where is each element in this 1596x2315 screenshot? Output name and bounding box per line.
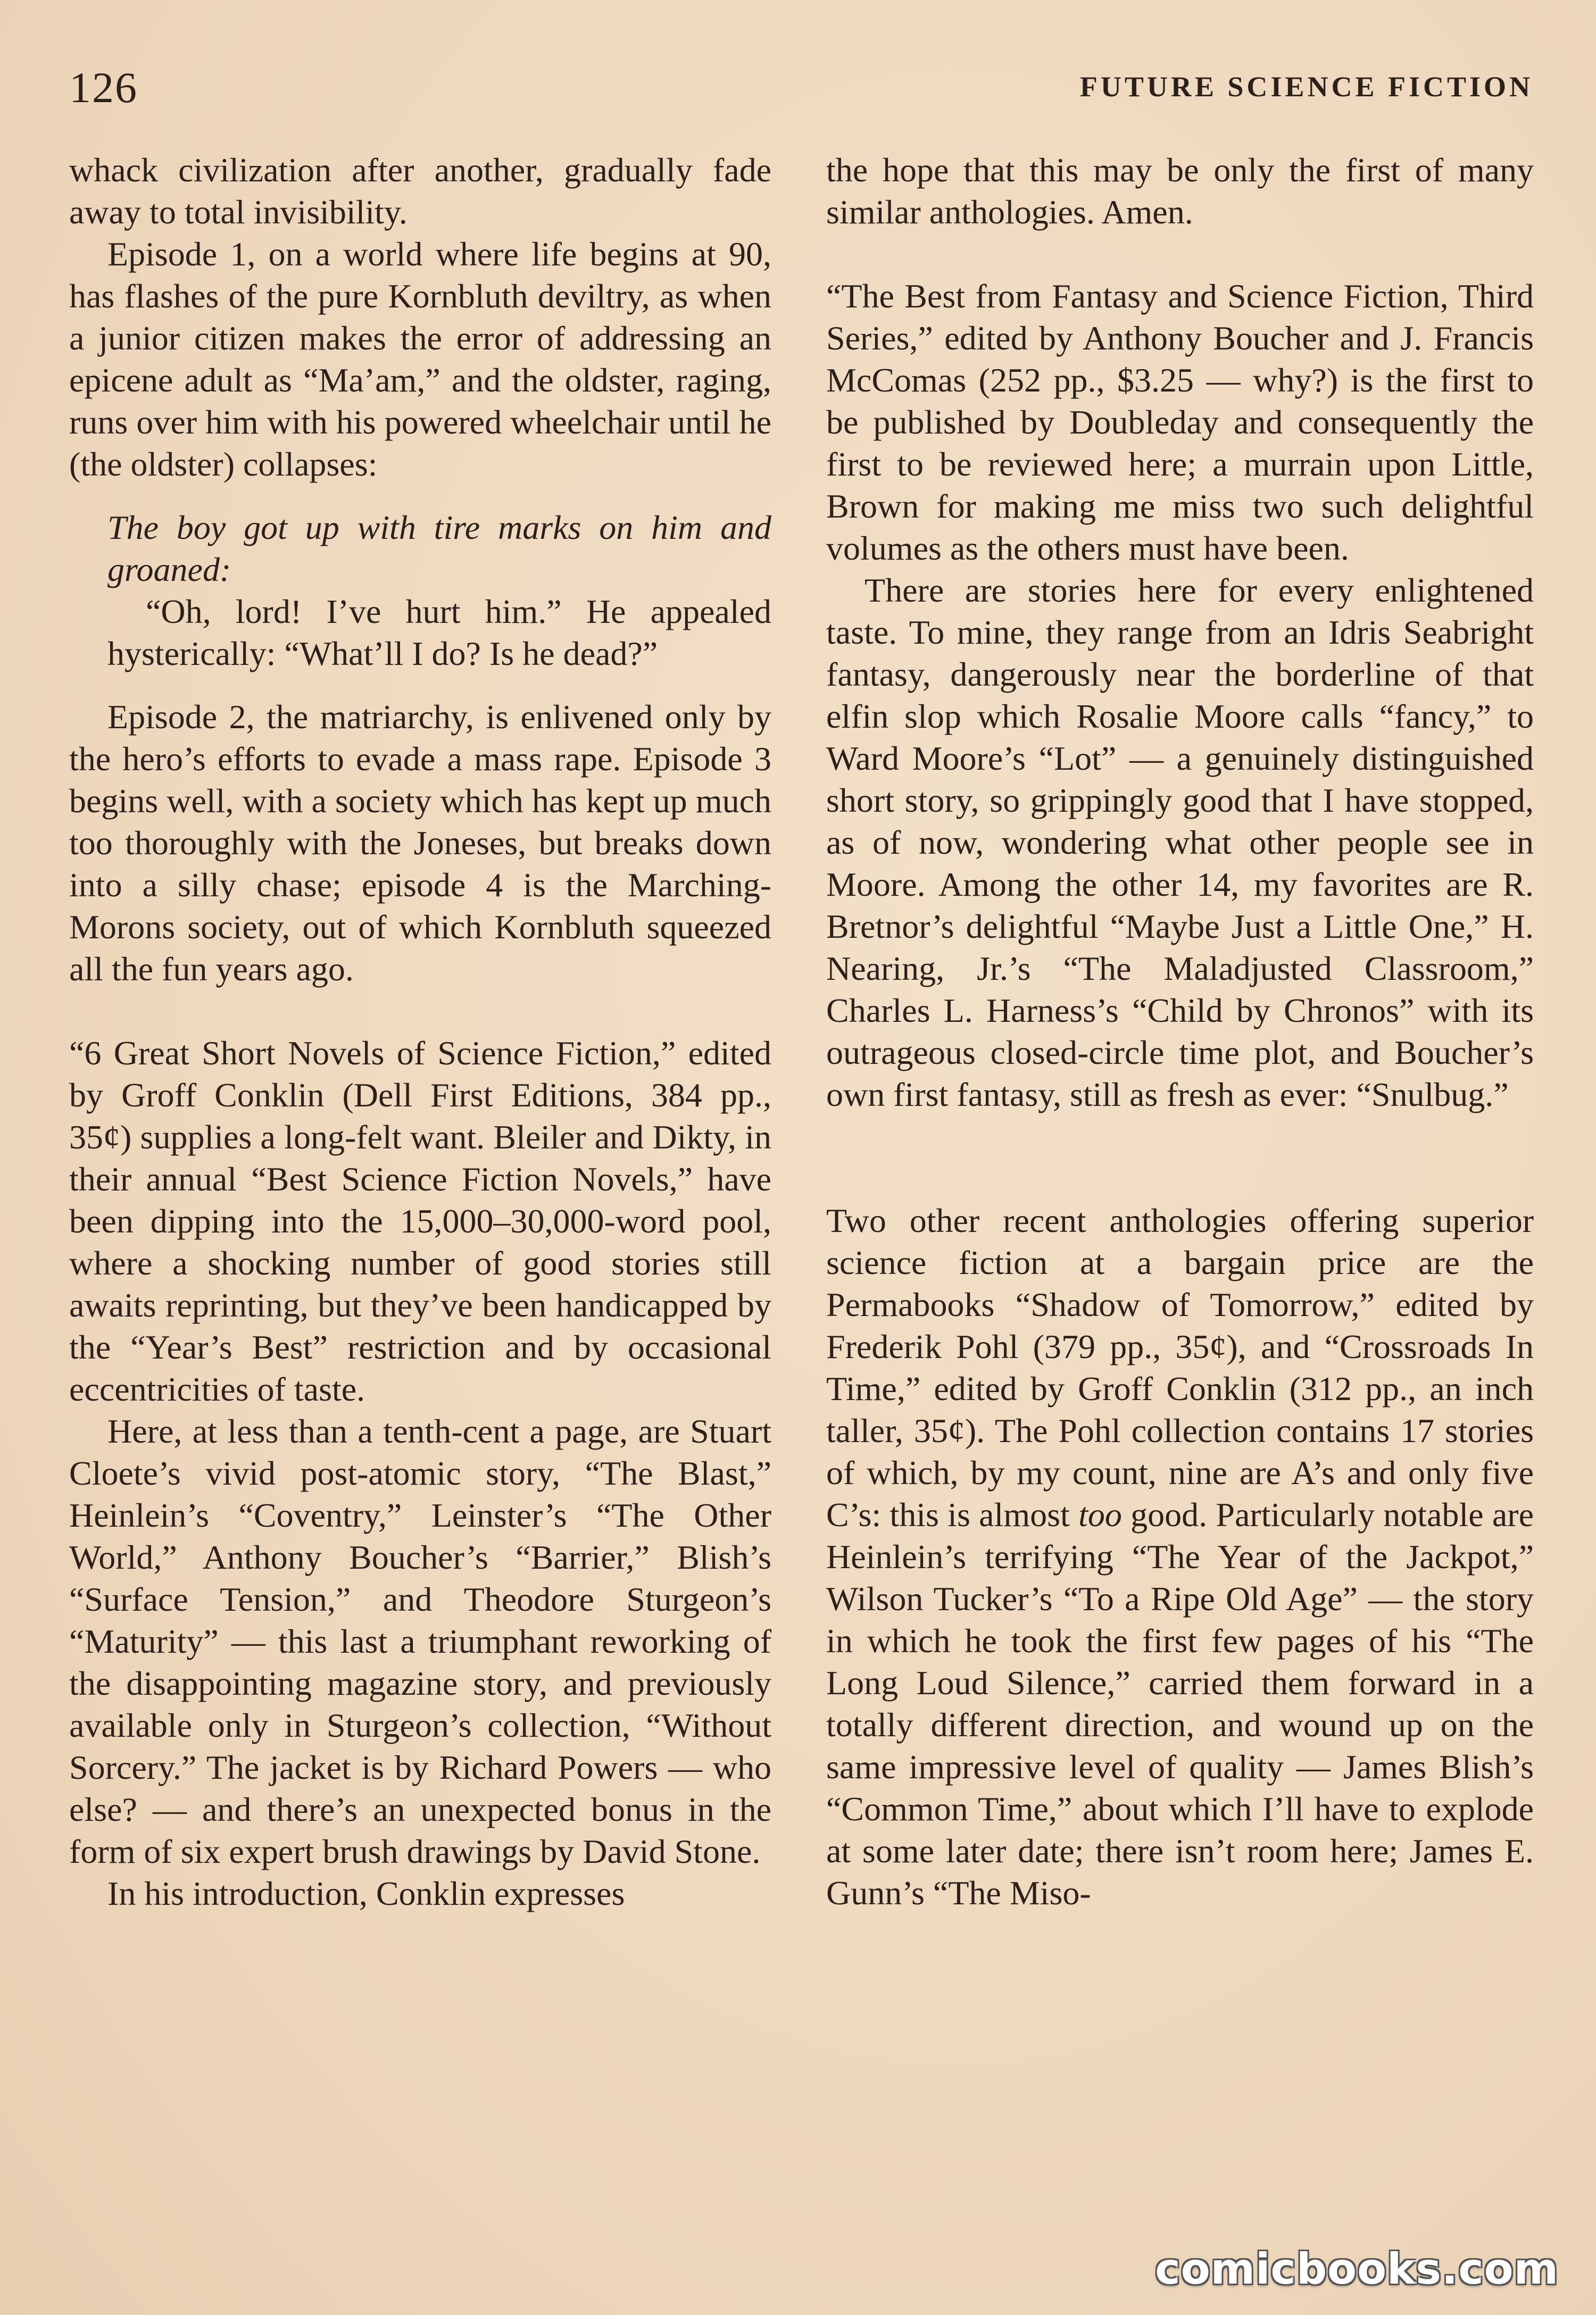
paragraph: In his introduction, Conklin expresses xyxy=(107,1875,625,1912)
paragraph: whack civilization after another, gradually fade away to total invisibility. xyxy=(69,151,771,231)
paragraph: Episode 2, the matriarchy, is enlivened only by the hero’s efforts to evade a mass rape. Episode 3 begins well, with a society which has kept up much too thoroughly with the Joneses, but breaks down into a silly chase; episode 4 is the Marching-Morons society, out of which Kornbluth squeezed all the fun years ago. xyxy=(69,698,771,988)
block-quote xyxy=(107,506,771,674)
paragraph: “6 Great Short Novels of Science Fiction,” edited by Groff Conklin (Dell First Editions, 384 pp., 35¢) supplies a long-felt want. Bleiler and Dikty, in their annual “Best Science Fiction Novels,” have been dipping into the 15,000–30,000-word pool, where a shocking number of good stories still awaits reprinting, but they’ve been handicapped by the “Year’s Best” restriction and by occasional eccentricities of taste. xyxy=(69,1034,771,1408)
quote-line: The boy got up with tire marks on him and groaned: xyxy=(107,509,771,588)
text-run: Two other recent anthologies offering superior science fiction at a bargain price are the Permabooks “Shadow of Tomorrow,” edited by Frederik Pohl (379 pp., 35¢), and “Crossroads In Time,” edited by Groff Conklin (312 pp., an inch taller, 35¢). The Pohl collection contains 17 stories of which, by my count, nine are A’s and only five C’s: this is almost xyxy=(826,1202,1534,1534)
paragraph: the hope that this may be only the first of many similar anthologies. Amen. xyxy=(826,151,1534,231)
page-number: 126 xyxy=(69,63,138,112)
text-run: good. Particularly notable are Heinlein’s terrifying “The Year of the Jackpot,” Wilson Tucker’s “To a Ripe Old Age” — the story in which he took the first few pages of his “The Long Loud Silence,” carried them forward in a totally different direction, and wound up on the same impressive level of quality — James Blish’s “Common Time,” about which I’ll have to explode at some later date; there isn’t room here; James E. Gunn’s “The Miso- xyxy=(826,1496,1534,1912)
quote-line: “Oh, lord! I’ve hurt him.” He appealed hysterically: “What’ll I do? Is he dead?” xyxy=(107,593,771,672)
paragraph: Here, at less than a tenth-cent a page, are Stuart Cloete’s vivid post-atomic story, “The Blast,” Heinlein’s “Coventry,” Leinster’s “The Other World,” Anthony Boucher’s “Barrier,” Blish’s “Surface Tension,” and Theodore Sturgeon’s “Maturity” — this last a triumphant reworking of the disappointing magazine story, and previously available only in Sturgeon’s collection, “Without Sorcery.” The jacket is by Richard Powers — who else? — and there’s an unexpected bonus in the form of six expert brush drawings by David Stone. xyxy=(69,1412,771,1870)
running-head: FUTURE SCIENCE FICTION xyxy=(1079,71,1533,103)
emphasis: too xyxy=(1078,1496,1122,1534)
paragraph: There are stories here for every enlightened taste. To mine, they range from an Idris Seabright fantasy, dangerously near the borderline of that elfin slop which Rosalie Moore calls “fancy,” to Ward Moore’s “Lot” — a genuinely distinguished short story, so grippingly good that I have stopped, as of now, wondering what other people see in Moore. Among the other 14, my favorites are R. Bretnor’s delightful “Maybe Just a Little One,” H. Nearing, Jr.’s “The Maladjusted Classroom,” Charles L. Harness’s “Child by Chronos” with its outrageous closed-circle time plot, and Boucher’s own first fantasy, still as fresh as ever: “Snulbug.” xyxy=(826,571,1534,1113)
page-header xyxy=(69,63,1533,111)
watermark: comicbooks.com xyxy=(1155,2244,1559,2294)
left-column xyxy=(69,149,771,1914)
paragraph xyxy=(826,1200,1534,1914)
right-column xyxy=(826,149,1534,1914)
paragraph: “The Best from Fantasy and Science Fiction, Third Series,” edited by Anthony Boucher and J. Francis McComas (252 pp., $3.25 — why?) is the first to be published by Doubleday and consequently the first to be reviewed here; a murrain upon Little, Brown for making me miss two such delightful volumes as the others must have been. xyxy=(826,277,1534,567)
paragraph: Episode 1, on a world where life begins at 90, has flashes of the pure Kornbluth deviltry, as when a junior citizen makes the error of addressing an epicene adult as “Ma’am,” and the oldster, raging, runs over him with his powered wheelchair until he (the oldster) collapses: xyxy=(69,235,771,483)
